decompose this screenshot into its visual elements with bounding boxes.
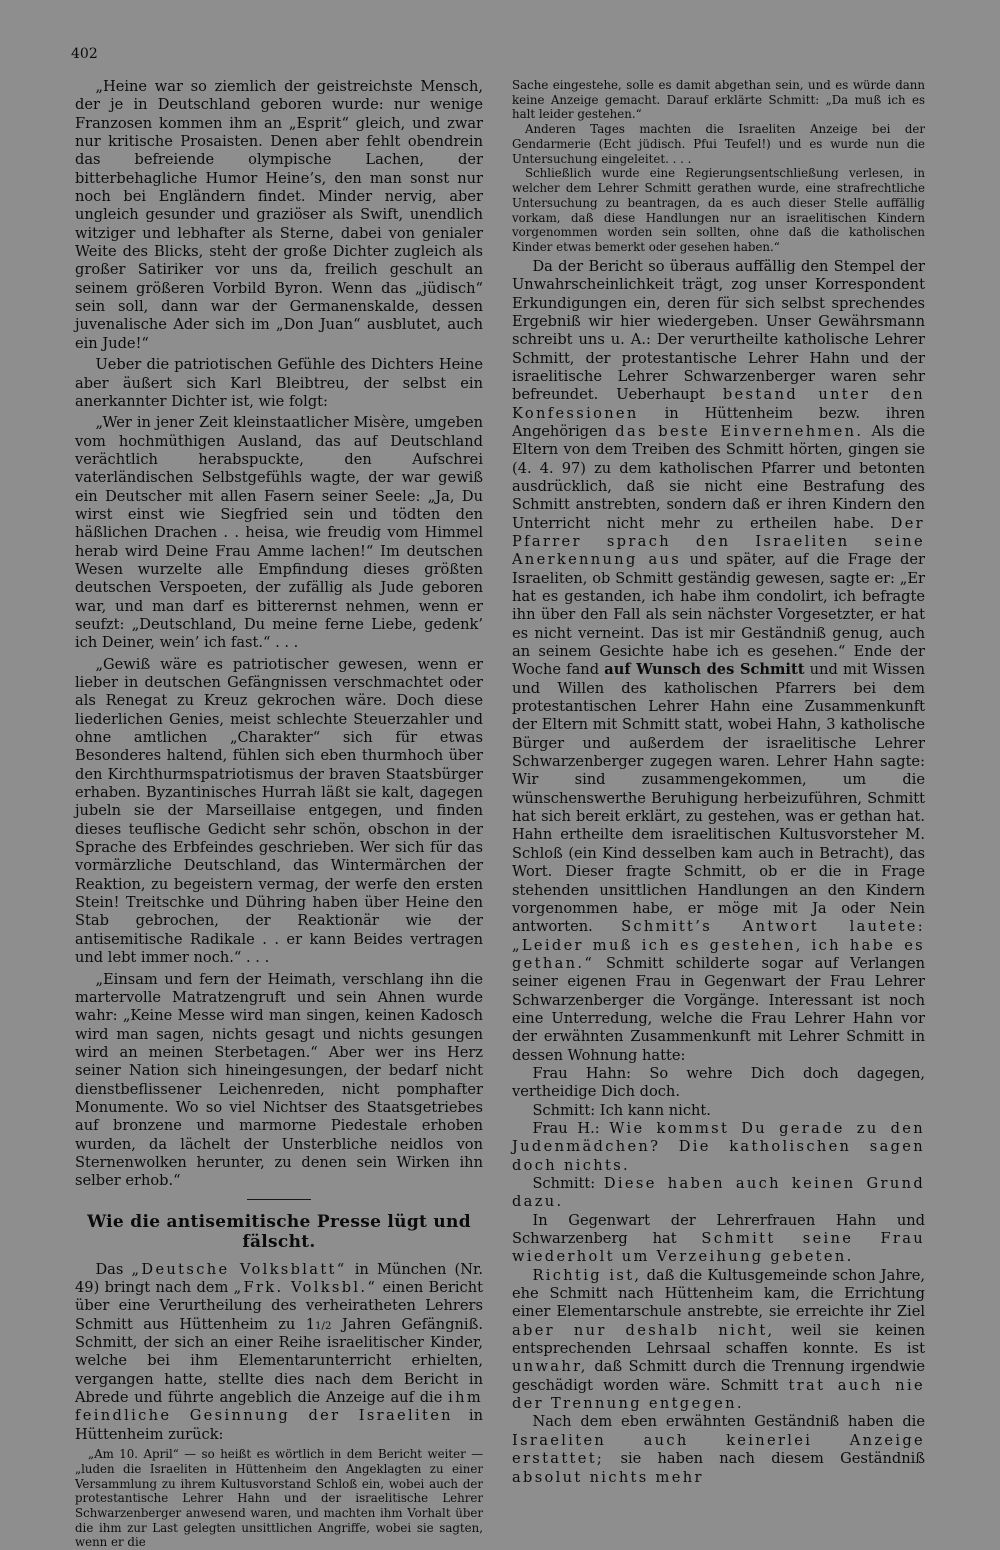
section-divider [247, 1199, 311, 1200]
quoted-report: Schließlich wurde eine Regierungsentschließung verlesen, in welcher dem Lehrer Schmitt gerathen wurde, eine strafrechtliche Untersuchung zu beantragen, da es auch dieser Stelle auffällig vorkam, daß diese Handlungen nur an israelitischen Kindern vorgenommen worden sein sollten, ohne daß die katholischen Kinder etwas bemerkt oder gesehen haben.“ [512, 166, 925, 255]
left-column [75, 78, 483, 1550]
page-number: 402 [71, 46, 98, 62]
quoted-report: „Am 10. April“ — so heißt es wörtlich in dem Bericht weiter — „luden die Israeliten in Hüttenheim den Angeklagten zu einer Versammlung zu ihrem Kultusvorstand Schloß ein, wobei auch der protestantische Lehrer Hahn und der israelitische Lehrer Schwarzenberger anwesend waren, und machten ihm Vorhalt über die ihm zur Last gelegten unsittlichen Angriffe, wobei sie sagten, wenn er die [75, 1447, 483, 1550]
quoted-report: Sache eingestehe, solle es damit abgethan sein, und es würde dann keine Anzeige gemacht. Darauf erklärte Schmitt: „Da muß ich es halt leider gestehen.“ [512, 78, 925, 122]
quoted-report: Anderen Tages machten die Israeliten Anzeige bei der Gendarmerie (Echt jüdisch. Pfui Teufel!) und es wurde nun die Untersuchung eingeleitet. . . . [512, 122, 925, 166]
paragraph: In Gegenwart der Lehrerfrauen Hahn und Schwarzenberg hat Schmitt seine Frau wiederholt um Verzeihung gebeten. [512, 1211, 925, 1266]
paragraph: Nach dem eben erwähnten Geständniß haben die Israeliten auch keinerlei Anzeige erstattet; sie haben nach diesem Geständniß absolut nichts mehr [512, 1413, 926, 1486]
paragraph: „Wer in jener Zeit kleinstaatlicher Misère, umgeben vom hochmüthigen Ausland, das auf Deutschland verächtlich herabspuckte, den Aufschrei vaterländischen Selbstgefühls wagte, der war gewiß ein Deutscher mit allen Fasern seiner Seele: „Ja, Du wirst einst wie Siegfried sein und tödten den häßlichen Drachen . . heisa, wie freudig vom Himmel herab wird Deine Frau Amme lachen!“ Im deutschen Wesen wurzelte alle Empfindung dieses größten deutschen Verspoeten, der zufällig als Jude geboren war, und man darf es bitterernst nehmen, wenn er seufzt: „Deutschland, Du meine ferne Liebe, gedenk’ ich Deiner, wein’ ich fast.“ . . . [75, 414, 483, 652]
dialogue-line: Frau H.: Wie kommst Du gerade zu den Judenmädchen? Die katholischen sagen doch nichts. [512, 1119, 925, 1174]
paragraph: Das „Deutsche Volksblatt“ in München (Nr. 49) bringt nach dem „Frk. Volksbl.“ einen Bericht über eine Verurtheilung des verheiratheten Lehrers Schmitt aus Hüttenheim zu 11/2 Jahren Gefängniß. Schmitt, der sich an einer Reihe israelitischer Kinder, welche bei ihm Elementarunterricht erhielten, vergangen hatte, stellte dies nach dem Bericht in Abrede und führte angeblich die Anzeige auf die ihm feindliche Gesinnung der Israeliten in Hüttenheim zurück: [75, 1260, 484, 1443]
section-heading: Wie die antisemitische Presse lügt und fälscht. [87, 1211, 471, 1252]
paragraph: „Heine war so ziemlich der geistreichste Mensch, der je in Deutschland geboren wurde: nur wenige Franzosen kommen ihm an „Esprit“ gleich, und zwar nur kritische Prosaisten. Denen aber fehlt obendrein das befreiende olympische Lachen, der bitterbehagliche Humor Heine’s, den man sonst nur noch bei Engländern findet. Minder nervig, aber ungleich gesunder und graziöser als Swift, unendlich witziger und lebhafter als Sterne, dabei von genialer Weite des Blicks, steht der große Dichter zugleich als großer Satiriker vor uns da, freilich geschult an seinem größeren Vorbild Byron. Wenn das „jüdisch“ sein soll, dann war der Germanenskalde, dessen juvenalische Ader sich im „Don Juan“ ausblutet, auch ein Jude!“ [75, 78, 483, 352]
paragraph: Ueber die patriotischen Gefühle des Dichters Heine aber äußert sich Karl Bleibtreu, der selbst ein anerkannter Dichter ist, wie folgt: [75, 356, 483, 410]
dialogue-line: Frau Hahn: So wehre Dich doch dagegen, vertheidige Dich doch. [512, 1064, 925, 1101]
paragraph: „Gewiß wäre es patriotischer gewesen, wenn er lieber in deutschen Gefängnissen verschmachtet oder als Renegat zu Kreuz gekrochen wäre. Doch diese liederlichen Genies, meist schlechte Steuerzahler und ohne amtlichen „Charakter“ sich für etwas Besonderes haltend, fühlen sich eben thurmhoch über den Kirchthurmspatriotismus der braven Staatsbürger erhaben. Byzantinisches Hurrah läßt sie kalt, dagegen jubeln sie der Marseillaise entgegen, und finden dieses teuflische Gedicht sehr schön, obschon in der Sprache des Erbfeindes geschrieben. Wer sich für das vormärzliche Deutschland, das Wintermärchen der Reaktion, zu begeistern vermag, der werfe den ersten Stein! Treitschke und Dühring haben über Heine den Stab gebrochen, der Reaktionär wie der antisemitische Radikale . . er kann Beides vertragen und lebt immer noch.“ . . . [75, 655, 483, 967]
right-column [512, 78, 925, 1487]
paragraph: „Einsam und fern der Heimath, verschlang ihn die martervolle Matratzengruft und sein Ahnen wurde wahr: „Keine Messe wird man singen, keinen Kadosch wird man sagen, nichts gesagt und nichts gesungen wird an meinen Sterbetagen.“ Aber wer ins Herz seiner Nation sich hineingesungen, der bedarf nicht dienstbeflissener Leichenreden, nicht pomphafter Monumente. Wo so viel Nichtser des Staatsgetriebes auf bronzene und marmorne Piedestale erhoben wurden, da lächelt der Unsterbliche neidlos von Sternenwolken herunter, zu denen sein Wirken ihn selber erhob.“ [75, 970, 483, 1190]
dialogue-line: Schmitt: Ich kann nicht. [532, 1101, 711, 1119]
paragraph: Da der Bericht so überaus auffällig den Stempel der Unwahrscheinlichkeit trägt, zog unser Korrespondent Erkundigungen ein, deren für sich selbst sprechendes Ergebniß wir hier wiedergeben. Unser Gewährsmann schreibt uns u. A.: Der verurtheilte katholische Lehrer Schmitt, der protestantische Lehrer Hahn und der israelitische Lehrer Schwarzenberger waren sehr befreundet. Ueberhaupt bestand unter den Konfessionen in Hüttenheim bezw. ihren Angehörigen das beste Einvernehmen. Als die Eltern von dem Treiben des Schmitt hörten, gingen sie (4. 4. 97) zu dem katholischen Pfarrer und betonten ausdrücklich, daß sie nicht eine Bestrafung des Schmitt anstrebten, sondern daß er ihren Kindern den Unterricht nicht mehr zu ertheilen habe. Der Pfarrer sprach den Israeliten seine Anerkennung aus und später, auf die Frage der Israeliten, ob Schmitt geständig gewesen, sagte er: „Er hat es gestanden, ich habe ihm condolirt, ich befragte ihn über den Fall als sein nächster Vorgesetzter, er hat es nicht verneint. Das ist mir Geständniß genug, auch an seinem Gesichte habe ich es gesehen.“ Ende der Woche fand auf Wunsch des Schmitt und mit Wissen und Willen des katholischen Pfarrers bei dem protestantischen Lehrer Hahn eine Zusammenkunft der Eltern mit Schmitt statt, wobei Hahn, 3 katholische Bürger und außerdem der israelitische Lehrer Schwarzenberger zugegen waren. Lehrer Hahn sagte: Wir sind zusammengekommen, um die wünschenswerthe Beruhigung herbeizuführen, Schmitt hat sich bereit erklärt, zu gestehen, was er gethan hat. Hahn ertheilte dem israelitischen Kultusvorsteher M. Schloß (ein Kind desselben kam auch in Betracht), das Wort. Dieser fragte Schmitt, ob er die in Frage stehenden unsittlichen Handlungen an den Kindern vorgenommen habe, er möge mit Ja oder Nein antworten. Schmitt’s Antwort lautete: „Leider muß ich es gestehen, ich habe es gethan.“ Schmitt schilderte sogar auf Verlangen seiner eigenen Frau in Gegenwart der Frau Lehrer Schwarzenberger die Vorgänge. Interessant ist noch eine Unterredung, welche die Frau Lehrer Hahn vor der erwähnten Zusammenkunft mit Lehrer Schmitt in dessen Wohnung hatte: [512, 257, 926, 1064]
dialogue-line: Schmitt: Diese haben auch keinen Grund dazu. [512, 1175, 926, 1211]
paragraph: Richtig ist, daß die Kultusgemeinde schon Jahre, ehe Schmitt nach Hüttenheim kam, die Errichtung einer Elementarschule anstrebte, sie erreichte ihr Ziel aber nur deshalb nicht, weil sie keinen entsprechenden Lehrsaal schaffen konnte. Es ist unwahr, daß Schmitt durch die Trennung irgendwie geschädigt worden wäre. Schmitt trat auch nie der Trennung entgegen. [512, 1266, 926, 1413]
